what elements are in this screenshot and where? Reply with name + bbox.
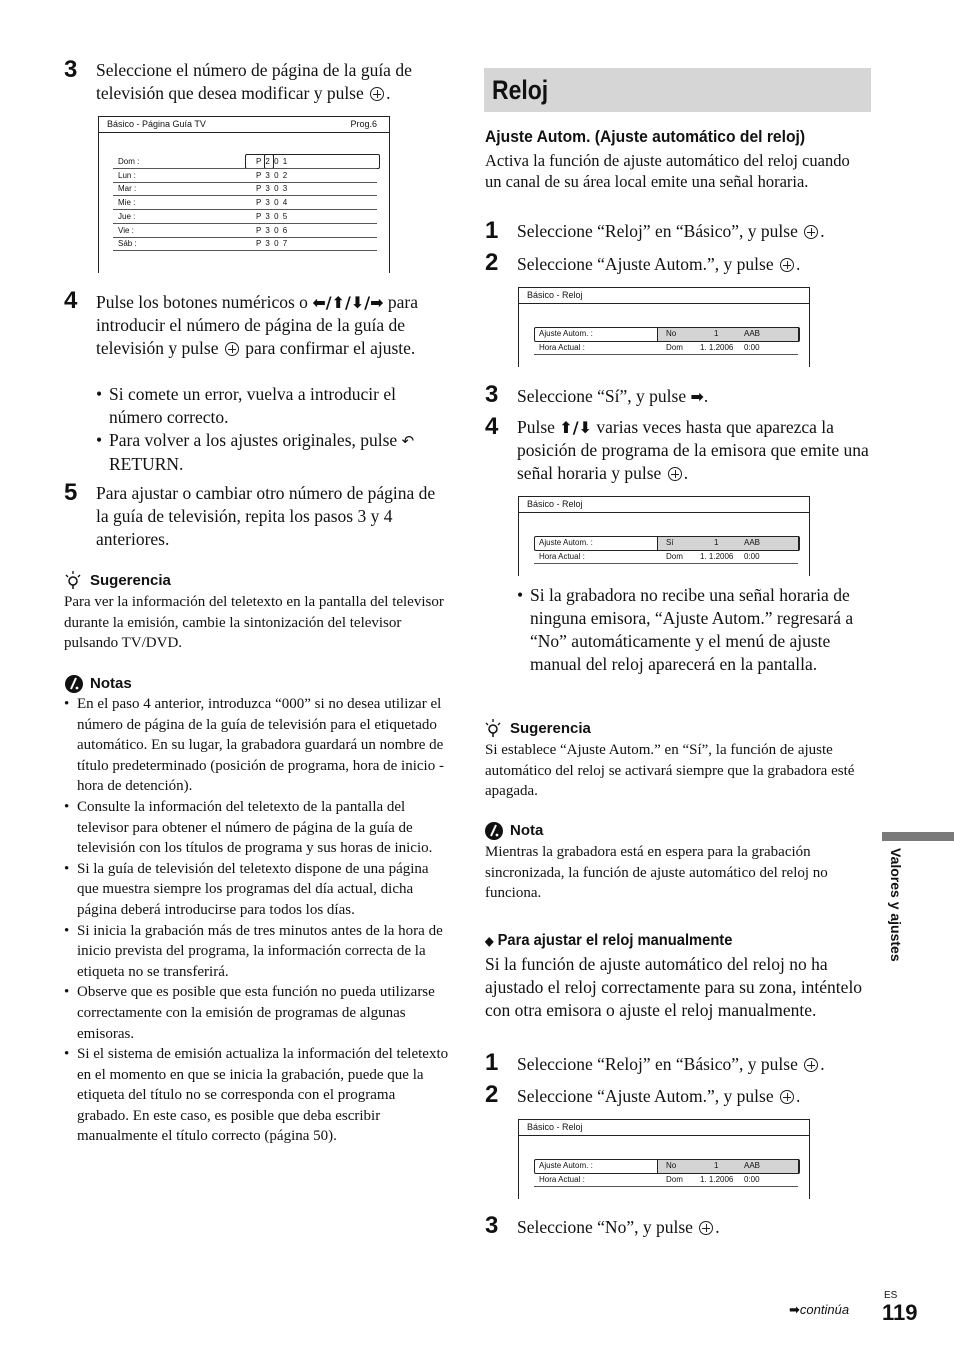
osd-row <box>534 1159 798 1172</box>
note-title: Nota <box>510 822 544 839</box>
enter-button-icon <box>699 1221 713 1235</box>
osd-row-value: 1 <box>714 1161 719 1170</box>
osd-row-value: Dom <box>666 1175 683 1184</box>
osd-screen-clock <box>518 496 810 576</box>
note-item: • Observe que es posible que esta función no pueda utilizarse correctamente con la emisión de programas de algunas emisoras. <box>64 982 450 1044</box>
osd-screen-clock <box>518 1119 810 1199</box>
continue-note <box>789 1302 849 1318</box>
osd-row-value: 0:00 <box>744 552 760 561</box>
arrow-keys-icon: ⬅/⬆/⬇/➡ <box>312 293 384 312</box>
osd-row-label: Mar : <box>118 184 137 194</box>
subsection-label: Para ajustar el reloj manualmente <box>497 932 733 949</box>
osd-row-value: P 3 0 6 <box>256 225 289 235</box>
notes-list <box>64 694 450 1147</box>
osd-row-value: AAB <box>744 329 761 338</box>
step-label: Seleccione “Reloj” en “Básico”, y pulse <box>517 221 798 241</box>
tip-text: Si establece “Ajuste Autom.” en “Sí”, la función de ajuste automático del reloj se activará siempre que la grabadora esté apagada. <box>485 742 855 800</box>
osd-header <box>519 288 809 304</box>
osd-row-value: 0:00 <box>744 1175 760 1184</box>
osd-row <box>113 155 377 169</box>
step-label: Seleccione “Sí”, y pulse <box>517 386 687 406</box>
step-text: Seleccione “Reloj” en “Básico”, y pulse . <box>517 1054 825 1074</box>
osd-title: Básico - Reloj <box>527 290 583 300</box>
note-text: Mientras la grabadora está en espera para la grabación sincronizada, la función de ajuste automático del reloj no funciona. <box>485 844 828 902</box>
osd-row-value: P 3 0 3 <box>256 184 289 194</box>
osd-row-label: Vie : <box>118 225 134 235</box>
osd-row-value: 1. 1.2006 <box>700 1175 734 1184</box>
step-number: 2 <box>485 1081 499 1108</box>
side-tab-bar <box>882 832 954 841</box>
language-code: ES <box>884 1290 898 1301</box>
osd-row <box>113 210 377 224</box>
return-label: RETURN. <box>109 454 184 474</box>
step-number: 5 <box>64 479 78 506</box>
osd-row-label: Sáb : <box>118 239 137 249</box>
step-text: Seleccione “Ajuste Autom.”, y pulse . <box>517 1086 801 1106</box>
step-label: para introducir el número de página de la guía de televisión y pulse <box>96 292 418 358</box>
note-item: • En el paso 4 anterior, introduzca “000” si no desea utilizar el número de página de la guía de televisión para el etiquetado automático. En su lugar, la grabadora guardará un nombre de título predeterminado (posición de programa, hora de inicio - hora de detención). <box>64 694 450 797</box>
osd-title: Básico - Reloj <box>527 1122 583 1132</box>
step-number: 1 <box>485 1049 499 1076</box>
continue-label: continúa <box>799 1302 850 1317</box>
osd-row-label: Ajuste Autom. : <box>539 329 593 338</box>
osd-title: Básico - Reloj <box>527 499 583 509</box>
osd-row <box>113 237 377 251</box>
step-text: Pulse ⬆/⬇ varias veces hasta que aparezca la posición de programa de la emisora que emite una señal horaria y pulse . <box>517 417 869 483</box>
osd-row-value: P 2 0 1 <box>256 157 289 166</box>
bullet-text: Para volver a los ajustes originales, pulse <box>109 430 398 450</box>
osd-row-label: Hora Actual : <box>539 1175 585 1184</box>
subsection-title <box>485 931 732 951</box>
step-label: Seleccione “Ajuste Autom.”, y pulse <box>517 254 774 274</box>
osd-title: Básico - Página Guía TV <box>107 119 206 129</box>
step-number: 3 <box>64 56 78 83</box>
osd-row-value: Sí <box>666 538 674 547</box>
osd-row-label: Hora Actual : <box>539 343 585 352</box>
osd-row <box>534 550 798 564</box>
tip-title: Sugerencia <box>90 572 171 589</box>
step-label: Seleccione “Reloj” en “Básico”, y pulse <box>517 1054 798 1074</box>
osd-row-value: 1. 1.2006 <box>700 552 734 561</box>
osd-screen-guide <box>98 116 390 273</box>
osd-row-value: P 3 0 2 <box>256 170 289 180</box>
subsection-text: Activa la función de ajuste automático del reloj cuando un canal de su área local emite una señal horaria. <box>485 151 850 191</box>
osd-row-value: Dom <box>666 552 683 561</box>
step-number: 4 <box>64 287 78 314</box>
enter-button-icon <box>804 1058 818 1072</box>
subsection-title: Ajuste Autom. (Ajuste automático del reloj) <box>485 127 806 146</box>
osd-row <box>113 196 377 210</box>
step-text: Seleccione “Sí”, y pulse ➡. <box>517 386 709 406</box>
osd-row-label: Ajuste Autom. : <box>539 538 593 547</box>
step-number: 1 <box>485 217 499 244</box>
notes-title: Notas <box>90 675 132 692</box>
osd-row-value: No <box>666 1161 677 1170</box>
osd-row-label: Hora Actual : <box>539 552 585 561</box>
osd-row-value: P 3 0 5 <box>256 211 289 221</box>
osd-row <box>113 169 377 183</box>
tip-text: Para ver la información del teletexto en la pantalla del televisor durante la emisión, cambie la sintonización del televisor pulsando TV/DVD. <box>64 594 444 652</box>
osd-header <box>519 1120 809 1136</box>
enter-button-icon <box>804 225 818 239</box>
step-label: Seleccione “No”, y pulse <box>517 1217 693 1237</box>
diamond-icon: ◆ <box>485 934 494 948</box>
arrow-right-icon: ➡ <box>789 1303 800 1318</box>
step-text: Para ajustar o cambiar otro número de página de la guía de televisión, repita los pasos 3 y 4 anteriores. <box>96 483 436 549</box>
osd-row-value: 0:00 <box>744 343 760 352</box>
step-number: 2 <box>485 249 499 276</box>
osd-row-value: AAB <box>744 1161 761 1170</box>
osd-prog: Prog.6 <box>350 119 377 129</box>
step-label: Seleccione el número de página de la guía de televisión que desea modificar y pulse <box>96 60 412 103</box>
bullet-item: • Si la grabadora no recibe una señal horaria de ninguna emisora, “Ajuste Autom.” regresará a “No” automáticamente y el menú de ajuste manual del reloj aparecerá en la pantalla. <box>517 585 854 674</box>
arrow-up-down-icon: ⬆/⬇ <box>559 418 592 437</box>
section-title: Reloj <box>492 75 549 105</box>
osd-row-value: AAB <box>744 538 761 547</box>
osd-row-label: Mie : <box>118 198 136 208</box>
osd-row-value: No <box>666 329 677 338</box>
step-text: Seleccione “Reloj” en “Básico”, y pulse . <box>517 221 825 241</box>
note-item: • Consulte la información del teletexto de la pantalla del televisor para obtener el número de página de la guía de televisión con los títulos de programa y sus horas de inicio. <box>64 797 450 859</box>
osd-row-label: Dom : <box>118 157 140 166</box>
side-tab-label: Valores y ajustes <box>888 848 904 962</box>
osd-row <box>113 224 377 238</box>
enter-button-icon <box>370 87 384 101</box>
osd-row-label: Jue : <box>118 211 136 221</box>
note-item: • Si la guía de televisión del teletexto dispone de una página que muestra siempre los programas del día actual, dicha página deberá introducirse para todos los días. <box>64 859 450 921</box>
osd-row <box>534 1173 798 1187</box>
osd-row-value: P 3 0 4 <box>256 198 289 208</box>
step-label: Pulse los botones numéricos o <box>96 292 308 312</box>
osd-header <box>519 497 809 513</box>
osd-row-value: 1 <box>714 538 719 547</box>
subsection-text: Si la función de ajuste automático del reloj no ha ajustado el reloj correctamente para su zona, inténtelo con otra emisora o ajuste el reloj manualmente. <box>485 954 863 1020</box>
osd-row-value: 1. 1.2006 <box>700 343 734 352</box>
side-tab <box>882 848 914 978</box>
step-number: 3 <box>485 1212 499 1239</box>
osd-row-label: Ajuste Autom. : <box>539 1161 593 1170</box>
osd-header <box>99 117 389 133</box>
arrow-right-icon: ➡ <box>690 387 704 406</box>
note-item: • Si inicia la grabación más de tres minutos antes de la hora de inicio prevista del programa, la información correcta de la etiqueta no se transferirá. <box>64 921 450 983</box>
step-number: 4 <box>485 413 499 440</box>
enter-button-icon <box>780 258 794 272</box>
step-text <box>96 291 452 360</box>
step-label: varias veces hasta que aparezca la posición de programa de la emisora que emite una señal horaria y pulse <box>517 417 869 483</box>
osd-row-value: 1 <box>714 329 719 338</box>
step-text: Seleccione el número de página de la guía de televisión que desea modificar y pulse . <box>96 60 412 103</box>
osd-row <box>113 182 377 196</box>
bullet-list: • Si comete un error, vuelva a introducir el número correcto. • Para volver a los ajustes originales, pulse ↶ RETURN. <box>96 384 415 474</box>
tip-title: Sugerencia <box>510 720 591 737</box>
osd-row-label: Lun : <box>118 170 136 180</box>
return-icon: ↶ <box>401 432 415 450</box>
enter-button-icon <box>225 342 239 356</box>
step-label: Seleccione “Ajuste Autom.”, y pulse <box>517 1086 774 1106</box>
enter-button-icon <box>668 467 682 481</box>
section-banner <box>484 68 871 112</box>
osd-row <box>534 341 798 355</box>
page-number: 119 <box>882 1300 918 1325</box>
step-text: Seleccione “Ajuste Autom.”, y pulse . <box>517 254 801 274</box>
step-text: Seleccione “No”, y pulse . <box>517 1217 720 1237</box>
osd-row-value: P 3 0 7 <box>256 239 289 249</box>
step-number: 3 <box>485 381 499 408</box>
step-label: para confirmar el ajuste. <box>245 338 416 358</box>
osd-row-value: Dom <box>666 343 683 352</box>
osd-row <box>534 536 798 549</box>
osd-row <box>534 327 798 340</box>
osd-screen-clock <box>518 287 810 367</box>
enter-button-icon <box>780 1090 794 1104</box>
bullet-text: Si comete un error, vuelva a introducir el número correcto. <box>109 384 396 427</box>
bullet-text: Si la grabadora no recibe una señal horaria de ninguna emisora, “Ajuste Autom.” regresará a “No” automáticamente y el menú de ajuste manual del reloj aparecerá en la pantalla. <box>530 585 854 674</box>
note-item: • Si el sistema de emisión actualiza la información del teletexto en el momento en que se inicia la grabación, puede que la etiqueta del título no se corresponda con el programa grabado. En este caso, es posible que deba escribir manualmente el título correcto (página 50). <box>64 1044 450 1147</box>
step-label: Pulse <box>517 417 555 437</box>
